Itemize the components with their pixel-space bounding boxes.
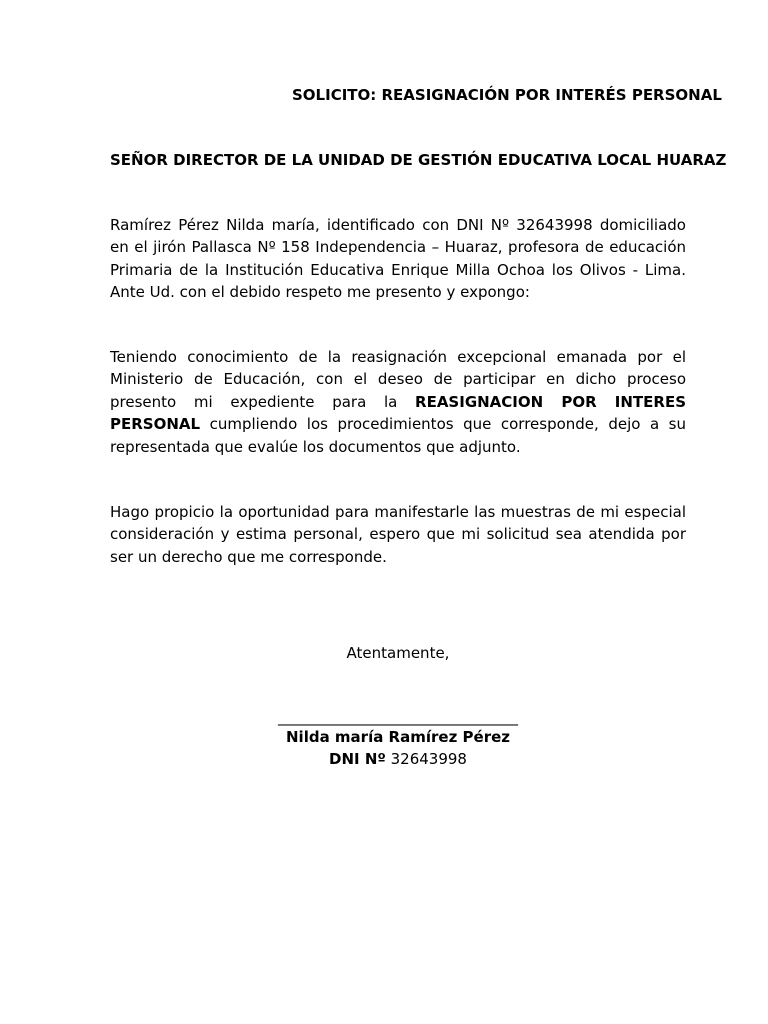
signer-dni-value: 32643998	[385, 750, 467, 768]
intro-text-start: Ramírez Pérez Nilda maría, identificado con	[110, 216, 457, 234]
intro-text-end: domiciliado en el jirón Pallasca Nº 158 Independencia – Huaraz, profesora de educación Primaria de la Institución Educativa Enrique Milla Ochoa los Olivos - Lima. Ante Ud. con el debido respeto me presento y expongo:	[110, 216, 686, 302]
signer-dni-label: DNI Nº	[329, 750, 386, 768]
intro-dni-label: DNI Nº	[456, 216, 510, 234]
paragraph-request	[110, 346, 686, 458]
addressee-heading: SEÑOR DIRECTOR DE LA UNIDAD DE GESTIÓN EDUCATIVA LOCAL HUARAZ	[110, 151, 727, 169]
request-emphasis: REASIGNACION POR INTERES PERSONAL	[110, 392, 687, 434]
request-text-end: cumpliendo los procedimientos que corresponde, dejo a su representada que evalúe los documentos que adjunto.	[110, 415, 686, 456]
subject-heading: SOLICITO: REASIGNACIÓN POR INTERÉS PERSONAL	[292, 86, 722, 104]
request-text-start: Teniendo conocimiento de la reasignación excepcional emanada por el Ministerio de Educación, con el deseo de participar en dicho proceso presento mi expediente para la	[110, 348, 686, 411]
intro-dni-value: 32643998	[509, 216, 593, 234]
signer-name: Nilda maría Ramírez Pérez	[286, 728, 510, 746]
closing-salutation: Atentamente,	[346, 644, 450, 662]
paragraph-closing-remarks: Hago propicio la oportunidad para manifestarle las muestras de mi especial consideración y estima personal, espero que mi solicitud sea atendida por ser un derecho que me corresponde.	[110, 503, 686, 566]
paragraph-introduction	[110, 214, 686, 304]
signer-dni	[0, 750, 768, 768]
signature-line: ________________________________	[278, 708, 518, 726]
